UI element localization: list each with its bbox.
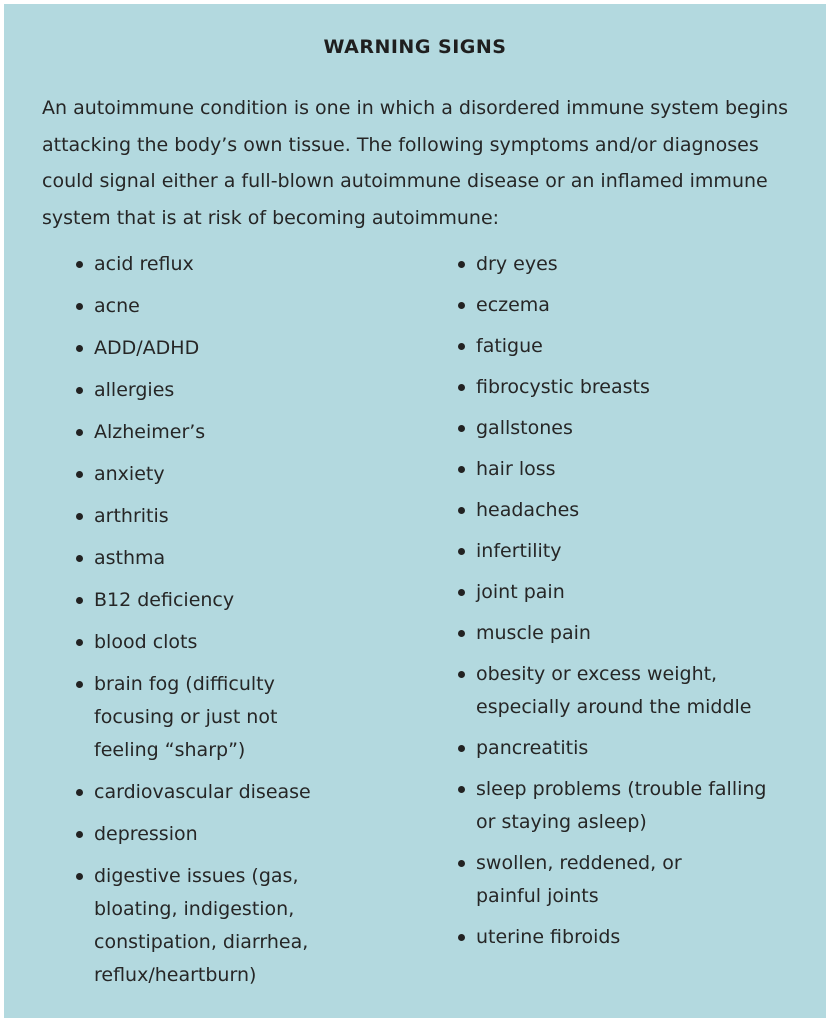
list-item: Alzheimer’s [72,416,392,449]
list-item: allergies [72,374,392,407]
bullet-icon [458,786,465,793]
bullet-icon [76,471,83,478]
list-item: infertility [454,535,784,568]
list-item: fatigue [454,330,784,363]
list-item: headaches [454,494,784,527]
bullet-icon [458,466,465,473]
list-item: pancreatitis [454,732,784,765]
bullet-icon [458,589,465,596]
box-title: WARNING SIGNS [323,36,507,58]
intro-paragraph: An autoimmune condition is one in which a disordered immune system begins attacking the body’s own tissue. The following symptoms and/or diagnoses could signal either a full-blown autoimmune disease or an inflamed immune system that is at risk of becoming autoimmune: [42,97,789,229]
bullet-icon [458,630,465,637]
list-item: arthritis [72,500,392,533]
bullet-icon [458,548,465,555]
bullet-icon [458,261,465,268]
list-item: obesity or excess weight, especially around the middle [454,658,776,724]
bullet-icon [76,303,83,310]
bullet-icon [76,831,83,838]
list-item: acid reflux [72,248,392,281]
list-item: hair loss [454,453,784,486]
bullet-icon [458,507,465,514]
list-item: B12 deficiency [72,584,392,617]
bullet-icon [76,639,83,646]
list-item: digestive issues (gas, bloating, indigestion, constipation, diarrhea, reflux/heartburn) [72,860,359,992]
list-item: dry eyes [454,248,784,281]
bullet-icon [458,425,465,432]
bullet-icon [458,860,465,867]
bullet-icon [458,302,465,309]
bullet-icon [76,789,83,796]
list-item: asthma [72,542,392,575]
bullet-icon [76,597,83,604]
symptom-list-right [454,248,784,962]
list-item: depression [72,818,392,851]
bullet-icon [76,261,83,268]
list-item: muscle pain [454,617,784,650]
bullet-icon [458,934,465,941]
bullet-icon [76,429,83,436]
bullet-icon [76,387,83,394]
bullet-icon [458,671,465,678]
list-item: brain fog (difficulty focusing or just not feeling “sharp”) [72,668,314,767]
list-item: uterine fibroids [454,921,784,954]
warning-signs-box [4,4,826,1018]
bullet-icon [76,555,83,562]
symptom-list-left [72,248,392,1001]
list-item: acne [72,290,392,323]
bullet-icon [458,343,465,350]
list-item: sleep problems (trouble falling or staying asleep) [454,773,776,839]
bullet-icon [458,745,465,752]
list-item: eczema [454,289,784,322]
list-item: anxiety [72,458,392,491]
list-item: gallstones [454,412,784,445]
list-item: blood clots [72,626,392,659]
list-item: ADD/ADHD [72,332,392,365]
bullet-icon [76,345,83,352]
bullet-icon [76,513,83,520]
list-item: swollen, reddened, or painful joints [454,847,736,913]
bullet-icon [458,384,465,391]
list-item: joint pain [454,576,784,609]
list-item: fibrocystic breasts [454,371,784,404]
bullet-icon [76,681,83,688]
bullet-icon [76,873,83,880]
list-item: cardiovascular disease [72,776,392,809]
